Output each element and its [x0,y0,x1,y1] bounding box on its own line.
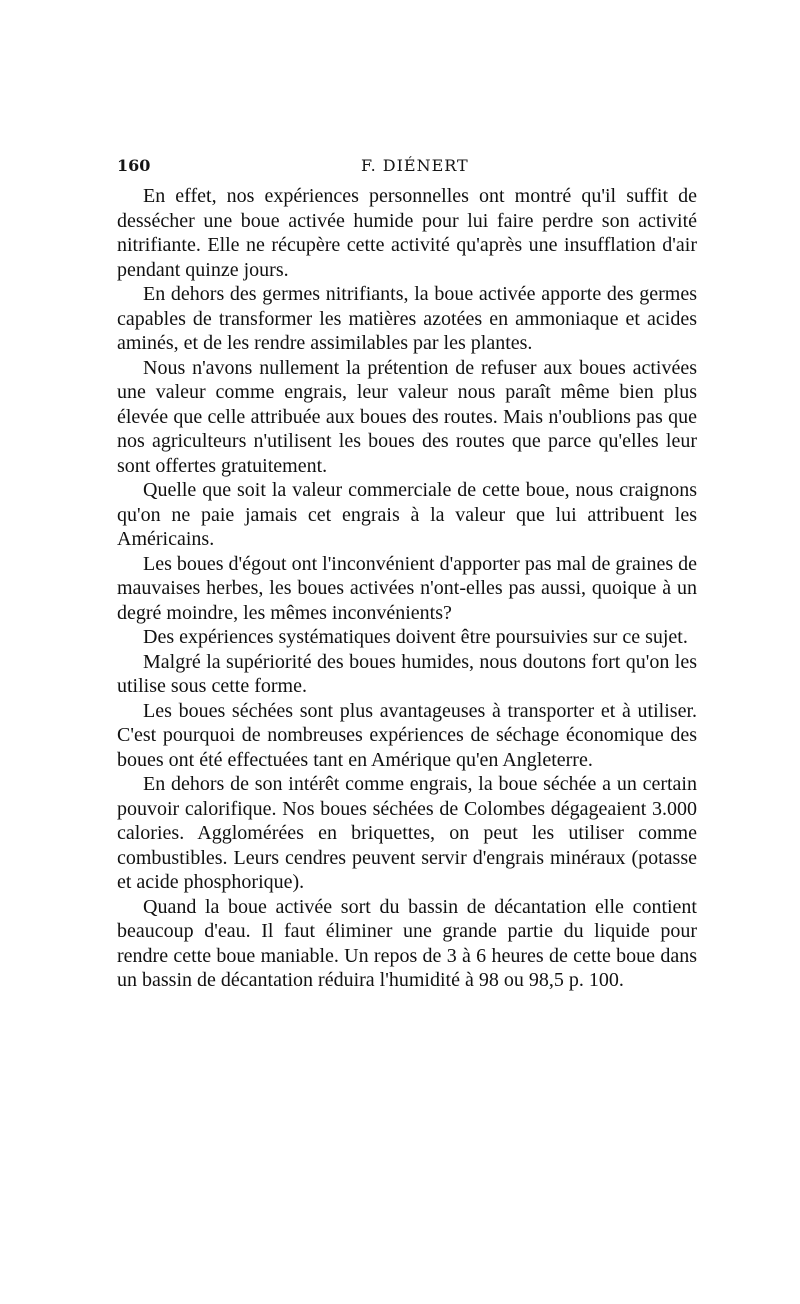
paragraph: Les boues d'égout ont l'inconvénient d'apporter pas mal de graines de mauvaises herbes, les boues activées n'ont-elles pas aussi, quoique à un degré moindre, les mêmes inconvénients? [117,552,697,624]
paragraph: Des expériences systématiques doivent être poursuivies sur ce sujet. [143,626,688,648]
paragraph: Malgré la supériorité des boues humides, nous doutons fort qu'on les utilise sous cette forme. [117,650,697,697]
paragraph: Nous n'avons nullement la prétention de refuser aux boues activées une valeur comme engrais, leur valeur nous paraît même bien plus élevée que celle attribuée aux boues des routes. Mais n'oublions pas que nos agriculteurs n'utilisent les boues des routes que parce qu'elles leur sont offertes gratuitement. [117,356,697,477]
running-head: F. DIÉNERT [361,156,469,175]
body-text [117,184,697,993]
paragraph: Les boues séchées sont plus avantageuses à transporter et à utiliser. C'est pourquoi de nombreuses expériences de séchage économique des boues ont été effectuées tant en Amérique qu'en Angleterre. [117,699,697,771]
paragraph: Quand la boue activée sort du bassin de décantation elle contient beaucoup d'eau. Il faut éliminer une grande partie du liquide pour rendre cette boue maniable. Un repos de 3 à 6 heures de cette boue dans un bassin de décantation réduira l'humidité à 98 ou 98,5 p. 100. [117,895,697,991]
paragraph: En effet, nos expériences personnelles ont montré qu'il suffit de dessécher une boue activée humide pour lui faire perdre son activité nitrifiante. Elle ne récupère cette activité qu'après une insufflation d'air pendant quinze jours. [117,185,697,281]
paragraph: En dehors de son intérêt comme engrais, la boue séchée a un certain pouvoir calorifique. Nos boues séchées de Colombes dégageaient 3.000 calories. Agglomérées en briquettes, on peut les utiliser comme combustibles. Leurs cendres peuvent servir d'engrais minéraux (potasse et acide phosphorique). [117,773,697,893]
paragraph: Quelle que soit la valeur commerciale de cette boue, nous craignons qu'on ne paie jamais cet engrais à la valeur que lui attribuent les Américains. [117,479,697,550]
page-number: 160 [117,156,151,175]
page-header [117,156,697,180]
paragraph: En dehors des germes nitrifiants, la boue activée apporte des germes capables de transformer les matières azotées en ammoniaque et acides aminés, et de les rendre assimilables par les plantes. [117,283,697,354]
